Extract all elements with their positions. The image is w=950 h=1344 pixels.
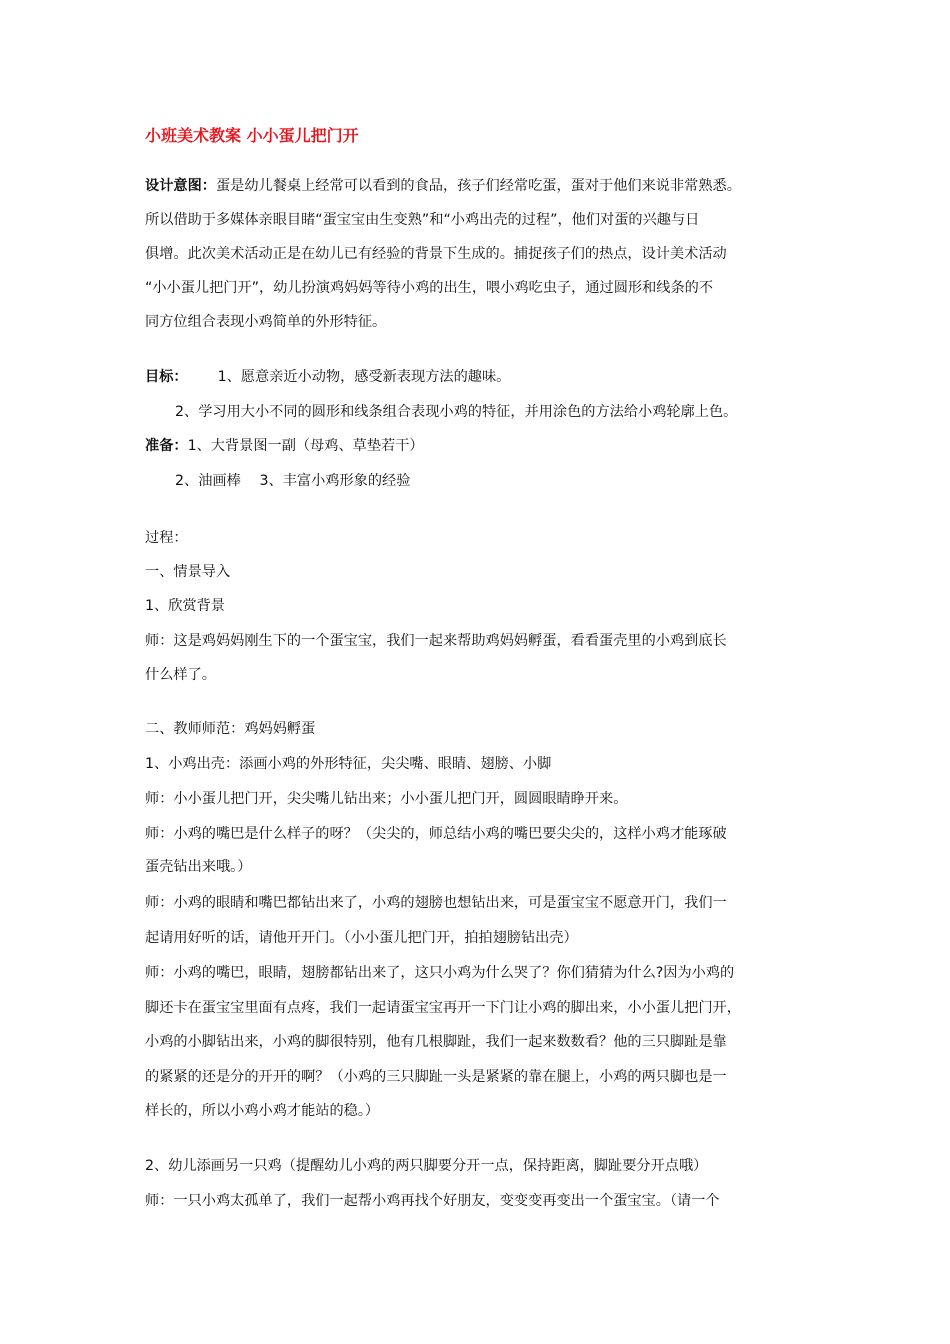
paragraph-line: “小小蛋儿把门开”，幼儿扮演鸡妈妈等待小鸡的出生，喂小鸡吃虫子，通过圆形和线条的不	[145, 280, 714, 296]
paragraph-line: 同方位组合表现小鸡简单的外形特征。	[145, 314, 387, 330]
paragraph-line: 的紧紧的还是分的开开的啊？（小鸡的三只脚趾一头是紧紧的靠在腿上，小鸡的两只脚也是一	[145, 1069, 727, 1085]
goal-item: 1、愿意亲近小动物，感受新表现方法的趣味。	[217, 369, 511, 385]
design-intent-label: 设计意图：	[145, 178, 216, 194]
prep-line	[145, 436, 424, 456]
paragraph-line: 师：这是鸡妈妈刚生下的一个蛋宝宝，我们一起来帮助鸡妈妈孵蛋，看看蛋壳里的小鸡到底长	[145, 633, 727, 649]
paragraph-line: 小鸡的小脚钻出来，小鸡的脚很特别，他有几根脚趾，我们一起来数数看？他的三只脚趾是靠	[145, 1034, 727, 1050]
paragraph-line: 俱增。此次美术活动正是在幼儿已有经验的背景下生成的。捕捉孩子们的热点，设计美术活动	[145, 246, 727, 262]
section-heading: 二、教师师范：鸡妈妈孵蛋	[145, 721, 316, 737]
paragraph-line: 师：小鸡的嘴巴，眼睛，翅膀都钻出来了，这只小鸡为什么哭了？你们猜猜为什么?因为小鸡的	[145, 965, 735, 981]
section-heading: 一、情景导入	[145, 564, 231, 580]
prep-item: 1、大背景图一副（母鸡、草垫若干）	[187, 438, 424, 454]
subsection-heading: 2、幼儿添画另一只鸡（提醒幼儿小鸡的两只脚要分开一点，保持距离，脚趾要分开点哦）	[145, 1158, 708, 1174]
paragraph-line: 所以借助于多媒体亲眼目睹“蛋宝宝由生变熟”和“小鸡出壳的过程”，他们对蛋的兴趣与日	[145, 212, 700, 228]
paragraph-line: 蛋壳钻出来哦。）	[145, 859, 252, 875]
paragraph-line: 什么样了。	[145, 667, 216, 683]
paragraph-line: 师：一只小鸡太孤单了，我们一起帮小鸡再找个好朋友，变变变再变出一个蛋宝宝。（请一个	[145, 1193, 720, 1209]
paragraph-line: 样长的，所以小鸡小鸡才能站的稳。）	[145, 1103, 380, 1119]
page-title: 小班美术教案 小小蛋儿把门开	[145, 126, 359, 145]
paragraph-line: 脚还卡在蛋宝宝里面有点疼，我们一起请蛋宝宝再开一下门让小鸡的脚出来，小小蛋儿把门开，	[145, 1000, 741, 1016]
paragraph-line: 师：小鸡的眼睛和嘴巴都钻出来了，小鸡的翅膀也想钻出来，可是蛋宝宝不愿意开门，我们一	[145, 895, 727, 911]
paragraph-line: 师：小小蛋儿把门开，尖尖嘴儿钻出来；小小蛋儿把门开，圆圆眼睛睁开来。	[145, 791, 628, 807]
section-heading: 过程：	[145, 530, 188, 546]
subsection-heading: 1、欣赏背景	[145, 598, 225, 614]
paragraph-text: 蛋是幼儿餐桌上经常可以看到的食品，孩子们经常吃蛋，蛋对于他们来说非常熟悉。	[215, 178, 741, 194]
prep-label: 准备：	[145, 438, 188, 454]
goals-line	[145, 367, 510, 387]
goal-item: 2、学习用大小不同的圆形和线条组合表现小鸡的特征，并用涂色的方法给小鸡轮廓上色。	[175, 404, 738, 420]
paragraph-line: 起请用好听的话，请他开开门。（小小蛋儿把门开，拍拍翅膀钻出壳）	[145, 930, 578, 946]
subsection-heading: 1、小鸡出壳：添画小鸡的外形特征，尖尖嘴、眼睛、翅膀、小脚	[145, 756, 552, 772]
prep-item: 2、油画棒 3、丰富小鸡形象的经验	[175, 473, 411, 489]
paragraph-line: 师：小鸡的嘴巴是什么样子的呀？（尖尖的，师总结小鸡的嘴巴要尖尖的，这样小鸡才能琢破	[145, 826, 727, 842]
design-intent-line	[145, 176, 741, 196]
goals-label: 目标：	[145, 369, 188, 385]
